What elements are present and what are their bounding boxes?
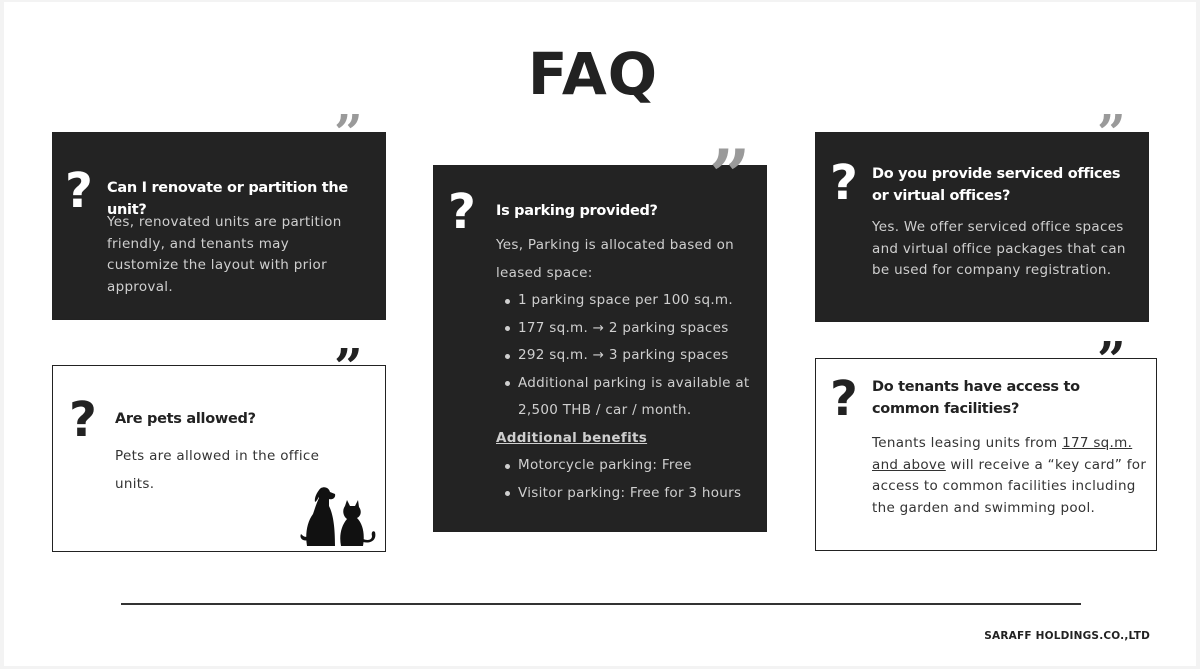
- faq-answer: Yes, renovated units are partition friendly, and tenants may customize the layout with prior approval.: [107, 214, 342, 295]
- faq-answer-text: Tenants leasing units from: [872, 435, 1063, 451]
- question-mark-icon: ?: [65, 163, 93, 219]
- question-mark-icon: ?: [830, 155, 858, 211]
- quote-mark-icon: ”: [709, 133, 751, 218]
- question-mark-icon: ?: [448, 184, 476, 240]
- faq-question: Can I renovate or partition the unit?: [107, 180, 348, 218]
- parking-list: [496, 287, 758, 425]
- faq-answer-intro: Yes, Parking is allocated based on leased space:: [496, 237, 735, 281]
- question-mark-icon: ?: [69, 392, 97, 448]
- faq-answer: [496, 232, 758, 507]
- faq-answer-text: will receive a “key card” for access to common facilities including the garden and swimming pool.: [872, 456, 1147, 516]
- faq-answer: [872, 433, 1152, 519]
- faq-question: Do you provide serviced offices or virtual offices?: [872, 166, 1121, 204]
- size-threshold-text: 177 sq.m. and above: [872, 435, 1133, 473]
- faq-question: Is parking provided?: [496, 203, 658, 219]
- faq-slide: [4, 2, 1196, 666]
- faq-question: Are pets allowed?: [115, 411, 256, 427]
- faq-answer: Yes. We offer serviced office spaces and virtual office packages that can be used for company registration.: [872, 219, 1126, 278]
- faq-card-parking: [433, 165, 767, 532]
- list-item: Motorcycle parking: Free: [496, 452, 758, 480]
- list-item: 177 sq.m. → 2 parking spaces: [496, 315, 758, 343]
- list-item: 1 parking space per 100 sq.m.: [496, 287, 758, 315]
- faq-answer: Pets are allowed in the office units.: [115, 448, 320, 492]
- list-item: 292 sq.m. → 3 parking spaces: [496, 342, 758, 370]
- list-item: Additional parking is available at 2,500 THB / car / month.: [496, 370, 758, 425]
- page-title: FAQ: [527, 40, 659, 108]
- quote-mark-icon: ”: [1097, 103, 1126, 162]
- question-mark-icon: ?: [830, 371, 858, 427]
- faq-question: Do tenants have access to common facilities?: [872, 379, 1080, 417]
- footer-divider: [121, 603, 1081, 605]
- benefits-heading: Additional benefits: [496, 429, 648, 446]
- quote-mark-icon: ”: [334, 103, 363, 162]
- quote-mark-icon: ”: [1097, 330, 1126, 389]
- dog-and-cat-silhouette-icon: [299, 484, 379, 548]
- list-item: Visitor parking: Free for 3 hours: [496, 480, 758, 508]
- company-name: SARAFF HOLDINGS.CO.,LTD: [984, 630, 1150, 642]
- quote-mark-icon: ”: [334, 337, 363, 396]
- benefits-list: [496, 452, 758, 507]
